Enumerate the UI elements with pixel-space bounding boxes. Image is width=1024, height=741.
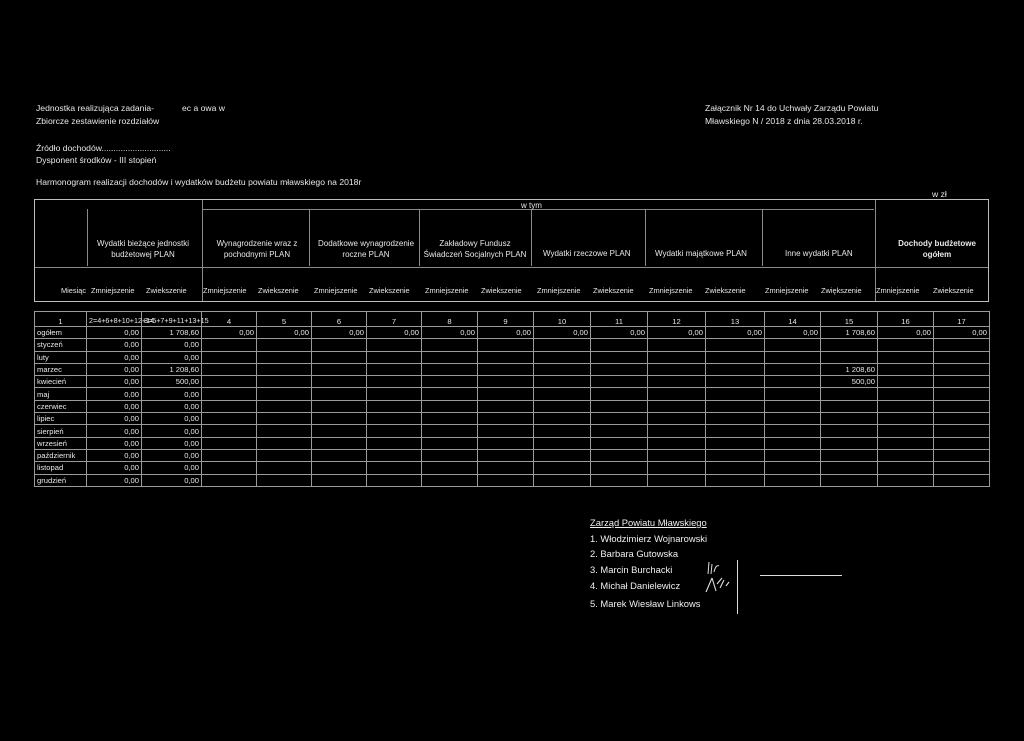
cell-col-2: 0,00 (87, 400, 142, 412)
handwritten-signature-marks (676, 558, 746, 600)
column-number: 2=4+6+8+10+12+14 (87, 312, 142, 327)
column-number: 8 (422, 312, 478, 327)
table-row (35, 400, 990, 412)
cell-col-6 (312, 376, 367, 388)
signature-3: 3. Marcin Burchacki (590, 564, 673, 575)
month-label: wrzesień (35, 437, 87, 449)
cell-col-6 (312, 413, 367, 425)
col-header-extra-salary: Dodatkowe wynagrodzenie roczne PLAN (317, 239, 415, 259)
subheader-dec: Zmniejszenie (425, 286, 469, 295)
cell-col-10 (534, 376, 591, 388)
cell-col-5 (257, 388, 312, 400)
cell-col-5 (257, 339, 312, 351)
cell-col-11 (591, 351, 648, 363)
cell-col-17 (934, 462, 990, 474)
cell-col-10 (534, 413, 591, 425)
cell-col-13: 0,00 (706, 327, 765, 339)
annex-line-2: Mławskiego N / 2018 z dnia 28.03.2018 r. (705, 116, 863, 126)
cell-col-11 (591, 388, 648, 400)
cell-col-7 (367, 339, 422, 351)
month-header: Miesiąc (61, 286, 87, 295)
cell-col-4 (202, 388, 257, 400)
cell-col-12 (648, 474, 706, 486)
cell-col-5 (257, 425, 312, 437)
cell-col-13 (706, 462, 765, 474)
signature-5: 5. Marek Wiesław Linkows (590, 598, 701, 609)
cell-col-16: 0,00 (878, 327, 934, 339)
col-header-other-expenses: Inne wydatki PLAN (785, 249, 853, 258)
column-number: 11 (591, 312, 648, 327)
signature-2: 2. Barbara Gutowska (590, 548, 679, 559)
cell-col-17 (934, 413, 990, 425)
cell-col-17 (934, 400, 990, 412)
column-number: 1 (35, 312, 87, 327)
cell-col-5 (257, 474, 312, 486)
cell-col-4 (202, 413, 257, 425)
subheader-dec: Zmniejszenie (765, 286, 809, 295)
column-number: 10 (534, 312, 591, 327)
cell-col-2: 0,00 (87, 425, 142, 437)
cell-col-9 (478, 462, 534, 474)
cell-col-14: 0,00 (765, 327, 821, 339)
subheader-dec: Zmniejszenie (876, 286, 920, 295)
cell-col-13 (706, 474, 765, 486)
cell-col-9 (478, 474, 534, 486)
table-row (35, 425, 990, 437)
subheader-inc: Zwiekszenie (146, 286, 187, 295)
month-label: kwiecień (35, 376, 87, 388)
cell-col-11 (591, 339, 648, 351)
cell-col-12 (648, 462, 706, 474)
cell-col-5: 0,00 (257, 327, 312, 339)
subheader-dec: Zmniejszenie (649, 286, 693, 295)
cell-col-9 (478, 400, 534, 412)
month-label: czerwiec (35, 400, 87, 412)
cell-col-15: 1 208,60 (821, 363, 878, 375)
cell-col-8 (422, 339, 478, 351)
col-header-revenue: Dochody budżetowe ogółem (898, 239, 976, 259)
cell-col-7 (367, 388, 422, 400)
cell-col-17 (934, 339, 990, 351)
table-row (35, 388, 990, 400)
subheader-inc: Zwiekszenie (705, 286, 746, 295)
cell-col-7 (367, 413, 422, 425)
col-header-current-expenses: Wydatki bieżące jednostki budżetowej PLAN (97, 239, 189, 259)
cell-col-5 (257, 376, 312, 388)
cell-col-10: 0,00 (534, 327, 591, 339)
cell-col-7 (367, 376, 422, 388)
cell-col-16 (878, 462, 934, 474)
cell-col-2: 0,00 (87, 437, 142, 449)
cell-col-15 (821, 351, 878, 363)
cell-col-10 (534, 437, 591, 449)
cell-col-7 (367, 449, 422, 461)
cell-col-7: 0,00 (367, 327, 422, 339)
month-label: marzec (35, 363, 87, 375)
cell-col-7 (367, 437, 422, 449)
month-label: listopad (35, 462, 87, 474)
annex-line-1: Załącznik Nr 14 do Uchwały Zarządu Powiatu (705, 103, 879, 113)
currency-label: w zł (932, 189, 947, 199)
column-number: 5 (257, 312, 312, 327)
cell-col-10 (534, 351, 591, 363)
cell-col-5 (257, 363, 312, 375)
month-label: luty (35, 351, 87, 363)
cell-col-2: 0,00 (87, 327, 142, 339)
cell-col-3: 1 208,60 (142, 363, 202, 375)
col-header-material-expenses: Wydatki rzeczowe PLAN (543, 249, 631, 258)
cell-col-16 (878, 400, 934, 412)
cell-col-3: 0,00 (142, 437, 202, 449)
table-row (35, 462, 990, 474)
cell-col-17: 0,00 (934, 327, 990, 339)
subheader-dec: Zmniejszenie (203, 286, 247, 295)
subheader-inc: Zwiekszenie (258, 286, 299, 295)
col-header-property-expenses: Wydatki majątkowe PLAN (655, 249, 747, 258)
cell-col-17 (934, 437, 990, 449)
cell-col-16 (878, 363, 934, 375)
cell-col-14 (765, 425, 821, 437)
cell-col-14 (765, 351, 821, 363)
cell-col-15 (821, 339, 878, 351)
cell-col-15 (821, 413, 878, 425)
cell-col-12 (648, 388, 706, 400)
cell-col-11 (591, 425, 648, 437)
subheader-dec: Zmniejszenie (314, 286, 358, 295)
cell-col-16 (878, 413, 934, 425)
cell-col-4 (202, 437, 257, 449)
cell-col-11 (591, 462, 648, 474)
column-numbers-row (35, 312, 990, 327)
cell-col-2: 0,00 (87, 376, 142, 388)
cell-col-4 (202, 449, 257, 461)
cell-col-14 (765, 462, 821, 474)
cell-col-15 (821, 462, 878, 474)
cell-col-9 (478, 351, 534, 363)
cell-col-13 (706, 425, 765, 437)
unit-label: Jednostka realizująca zadania- (36, 103, 154, 113)
column-number: 7 (367, 312, 422, 327)
w-tym-label: w tym (521, 201, 542, 210)
cell-col-7 (367, 363, 422, 375)
schedule-title: Harmonogram realizacji dochodów i wydatków budżetu powiatu mławskiego na 2018r (36, 177, 362, 187)
month-label: grudzień (35, 474, 87, 486)
cell-col-9 (478, 425, 534, 437)
cell-col-10 (534, 388, 591, 400)
subheader-inc: Zwiekszenie (593, 286, 634, 295)
cell-col-13 (706, 363, 765, 375)
cell-col-5 (257, 462, 312, 474)
cell-col-15 (821, 437, 878, 449)
cell-col-13 (706, 339, 765, 351)
cell-col-8 (422, 351, 478, 363)
cell-col-13 (706, 449, 765, 461)
cell-col-13 (706, 351, 765, 363)
cell-col-15: 500,00 (821, 376, 878, 388)
table-header (34, 199, 989, 302)
subheader-inc-alt: Zwiększenie (821, 286, 862, 295)
cell-col-8 (422, 474, 478, 486)
column-number: 4 (202, 312, 257, 327)
cell-col-14 (765, 339, 821, 351)
cell-col-17 (934, 425, 990, 437)
cell-col-6 (312, 400, 367, 412)
cell-col-4 (202, 351, 257, 363)
cell-col-2: 0,00 (87, 474, 142, 486)
cell-col-12 (648, 376, 706, 388)
cell-col-11: 0,00 (591, 327, 648, 339)
cell-col-16 (878, 339, 934, 351)
table-row (35, 351, 990, 363)
cell-col-14 (765, 413, 821, 425)
month-label: ogółem (35, 327, 87, 339)
cell-col-10 (534, 363, 591, 375)
cell-col-4 (202, 400, 257, 412)
cell-col-6 (312, 449, 367, 461)
cell-col-3: 0,00 (142, 339, 202, 351)
cell-col-9 (478, 388, 534, 400)
subheader-dec: Zmniejszenie (91, 286, 135, 295)
column-number: 15 (821, 312, 878, 327)
cell-col-11 (591, 437, 648, 449)
cell-col-13 (706, 413, 765, 425)
cell-col-8 (422, 449, 478, 461)
cell-col-11 (591, 449, 648, 461)
cell-col-13 (706, 437, 765, 449)
month-label: maj (35, 388, 87, 400)
cell-col-3: 0,00 (142, 462, 202, 474)
signature-4: 4. Michał Danielewicz (590, 580, 681, 591)
cell-col-12: 0,00 (648, 327, 706, 339)
cell-col-4 (202, 363, 257, 375)
cell-col-7 (367, 462, 422, 474)
cell-col-4 (202, 425, 257, 437)
cell-col-13 (706, 388, 765, 400)
cell-col-16 (878, 425, 934, 437)
cell-col-12 (648, 363, 706, 375)
subheader-inc: Zwiekszenie (369, 286, 410, 295)
cell-col-8 (422, 413, 478, 425)
table-row (35, 339, 990, 351)
cell-col-4 (202, 474, 257, 486)
table-row (35, 363, 990, 375)
cell-col-10 (534, 400, 591, 412)
cell-col-15: 1 708,60 (821, 327, 878, 339)
cell-col-6 (312, 388, 367, 400)
cell-col-4 (202, 376, 257, 388)
cell-col-9 (478, 376, 534, 388)
cell-col-9 (478, 437, 534, 449)
unit-name-fragment: ec a owa w (182, 103, 225, 113)
cell-col-7 (367, 425, 422, 437)
cell-col-17 (934, 376, 990, 388)
cell-col-2: 0,00 (87, 449, 142, 461)
cell-col-7 (367, 351, 422, 363)
cell-col-12 (648, 425, 706, 437)
cell-col-3: 0,00 (142, 425, 202, 437)
column-number: 16 (878, 312, 934, 327)
cell-col-6: 0,00 (312, 327, 367, 339)
cell-col-14 (765, 437, 821, 449)
cell-col-14 (765, 388, 821, 400)
cell-col-14 (765, 400, 821, 412)
cell-col-10 (534, 474, 591, 486)
cell-col-17 (934, 449, 990, 461)
cell-col-11 (591, 400, 648, 412)
cell-col-12 (648, 437, 706, 449)
cell-col-15 (821, 400, 878, 412)
cell-col-8 (422, 437, 478, 449)
cell-col-8 (422, 425, 478, 437)
cell-col-14 (765, 376, 821, 388)
cell-col-9 (478, 363, 534, 375)
cell-col-10 (534, 425, 591, 437)
cell-col-13 (706, 376, 765, 388)
cell-col-9 (478, 339, 534, 351)
cell-col-5 (257, 437, 312, 449)
cell-col-8 (422, 376, 478, 388)
cell-col-17 (934, 363, 990, 375)
table-row (35, 437, 990, 449)
cell-col-16 (878, 437, 934, 449)
cell-col-17 (934, 388, 990, 400)
cell-col-15 (821, 425, 878, 437)
cell-col-7 (367, 400, 422, 412)
table-body (35, 312, 990, 487)
cell-col-13 (706, 400, 765, 412)
cell-col-8 (422, 388, 478, 400)
cell-col-14 (765, 474, 821, 486)
cell-col-3: 0,00 (142, 351, 202, 363)
cell-col-6 (312, 462, 367, 474)
cell-col-11 (591, 413, 648, 425)
signatures-title: Zarząd Powiatu Mławskiego (590, 517, 707, 528)
cell-col-3: 0,00 (142, 474, 202, 486)
cell-col-17 (934, 351, 990, 363)
cell-col-6 (312, 474, 367, 486)
cell-col-11 (591, 376, 648, 388)
cell-col-2: 0,00 (87, 339, 142, 351)
table-row (35, 449, 990, 461)
column-number: 13 (706, 312, 765, 327)
cell-col-8: 0,00 (422, 327, 478, 339)
signature-1: 1. Włodzimierz Wojnarowski (590, 533, 708, 544)
schedule-table (34, 311, 990, 487)
cell-col-6 (312, 351, 367, 363)
column-number: 17 (934, 312, 990, 327)
cell-col-16 (878, 449, 934, 461)
cell-col-16 (878, 388, 934, 400)
cell-col-9 (478, 449, 534, 461)
summary-label: Zbiorcze zestawienie rozdziałów (36, 116, 160, 126)
cell-col-15 (821, 474, 878, 486)
col-header-salary: Wynagrodzenie wraz z pochodnymi PLAN (216, 239, 298, 259)
cell-col-2: 0,00 (87, 388, 142, 400)
cell-col-2: 0,00 (87, 462, 142, 474)
cell-col-2: 0,00 (87, 351, 142, 363)
cell-col-6 (312, 425, 367, 437)
column-number: 14 (765, 312, 821, 327)
cell-col-3: 0,00 (142, 413, 202, 425)
cell-col-14 (765, 363, 821, 375)
cell-col-2: 0,00 (87, 363, 142, 375)
cell-col-16 (878, 474, 934, 486)
column-number: 9 (478, 312, 534, 327)
table-row (35, 376, 990, 388)
cell-col-10 (534, 462, 591, 474)
cell-col-3: 0,00 (142, 400, 202, 412)
cell-col-8 (422, 363, 478, 375)
month-label: sierpień (35, 425, 87, 437)
column-number: 3=5+7+9+11+13+15 (142, 312, 202, 327)
cell-col-5 (257, 351, 312, 363)
cell-col-8 (422, 400, 478, 412)
cell-col-6 (312, 437, 367, 449)
cell-col-9 (478, 413, 534, 425)
cell-col-4 (202, 339, 257, 351)
cell-col-11 (591, 474, 648, 486)
table-row (35, 327, 990, 339)
cell-col-3: 0,00 (142, 388, 202, 400)
cell-col-4 (202, 462, 257, 474)
cell-col-15 (821, 388, 878, 400)
cell-col-2: 0,00 (87, 413, 142, 425)
cell-col-3: 500,00 (142, 376, 202, 388)
cell-col-15 (821, 449, 878, 461)
dispenser-label: Dysponent środków - III stopień (36, 155, 157, 165)
month-label: październik (35, 449, 87, 461)
month-label: lipiec (35, 413, 87, 425)
cell-col-11 (591, 363, 648, 375)
cell-col-6 (312, 363, 367, 375)
cell-col-16 (878, 376, 934, 388)
cell-col-3: 0,00 (142, 449, 202, 461)
cell-col-12 (648, 351, 706, 363)
cell-col-17 (934, 474, 990, 486)
cell-col-12 (648, 413, 706, 425)
subheader-inc: Zwiekszenie (933, 286, 974, 295)
cell-col-10 (534, 339, 591, 351)
cell-col-7 (367, 474, 422, 486)
cell-col-5 (257, 413, 312, 425)
cell-col-12 (648, 449, 706, 461)
table-row (35, 474, 990, 486)
cell-col-5 (257, 449, 312, 461)
income-source: Źródło dochodów............................. (36, 143, 171, 153)
cell-col-16 (878, 351, 934, 363)
cell-col-9: 0,00 (478, 327, 534, 339)
column-number: 6 (312, 312, 367, 327)
cell-col-4: 0,00 (202, 327, 257, 339)
cell-col-14 (765, 449, 821, 461)
column-number: 12 (648, 312, 706, 327)
cell-col-10 (534, 449, 591, 461)
cell-col-8 (422, 462, 478, 474)
table-row (35, 413, 990, 425)
month-label: styczeń (35, 339, 87, 351)
col-header-social-fund: Zakładowy Fundusz Świadczeń Socjalnych PLAN (423, 239, 527, 259)
subheader-dec: Zmniejszenie (537, 286, 581, 295)
cell-col-6 (312, 339, 367, 351)
cell-col-12 (648, 339, 706, 351)
subheader-inc: Zwiekszenie (481, 286, 522, 295)
cell-col-3: 1 708,60 (142, 327, 202, 339)
cell-col-5 (257, 400, 312, 412)
cell-col-12 (648, 400, 706, 412)
